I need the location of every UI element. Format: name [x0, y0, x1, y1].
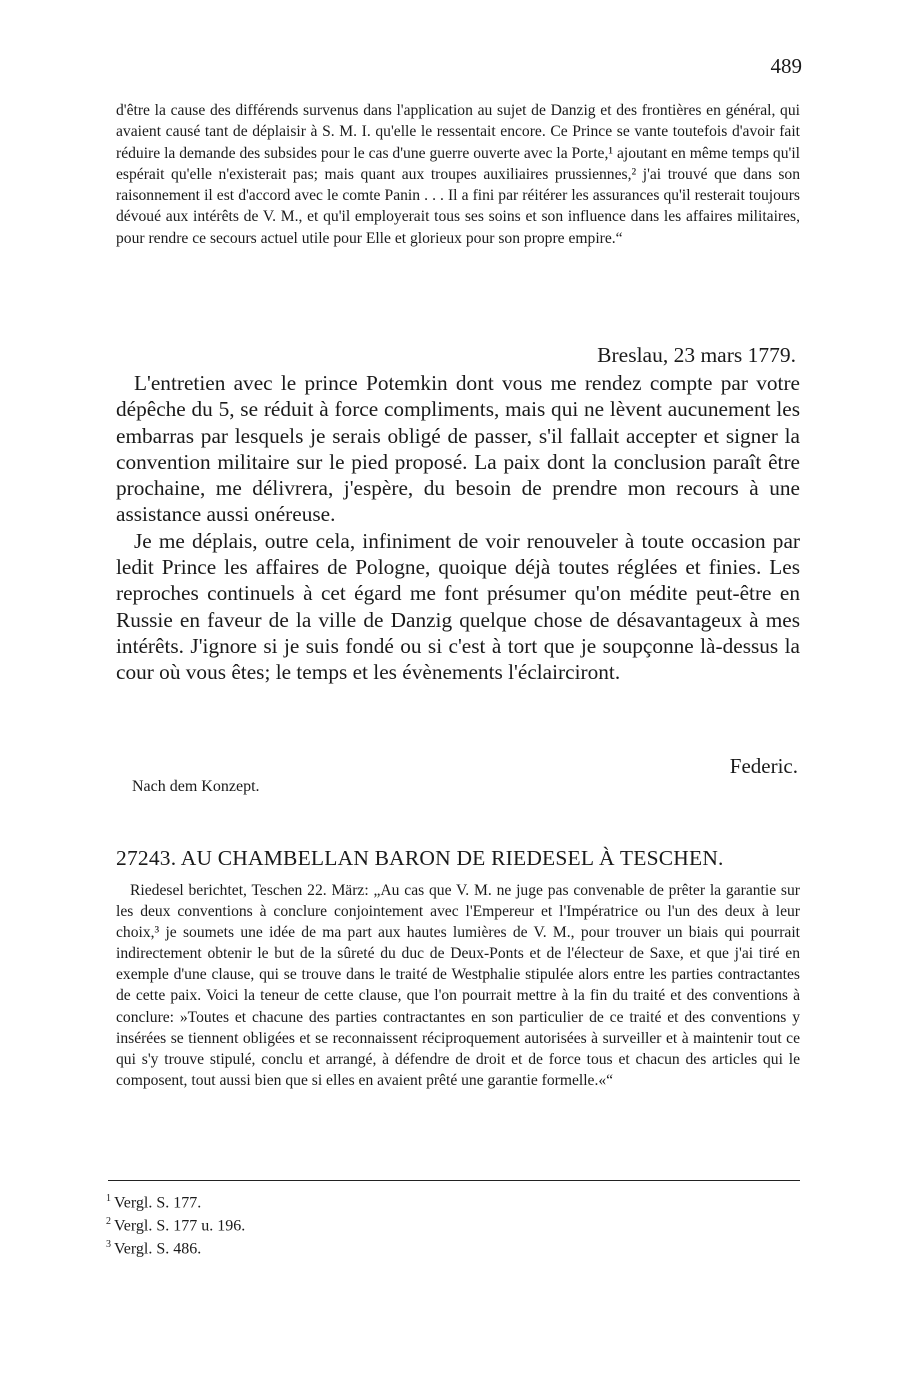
letter-body	[116, 370, 800, 686]
letter-paragraph-2: Je me déplais, outre cela, infiniment de voir renouveler à toute occasion par ledit Prince les affaires de Pologne, quoique déjà toutes réglées et finies. Les reproches continuels à cet égard me font présumer qu'on médite peut-être en Russie en faveur de la ville de Danzig quelque chose de désavantageux à mes intérêts. J'ignore si je suis fondé ou si c'est à tort que je soupçonne là-dessus la cour où vous êtes; le temps et les évènements l'éclairciront.	[116, 528, 800, 685]
footnote-text: Vergl. S. 177.	[114, 1194, 202, 1212]
footnote-mark: 2	[106, 1215, 111, 1227]
quote-paragraph: d'être la cause des différends survenus dans l'application au sujet de Danzig et des frontières en général, qui avaient causé tant de déplaisir à S. M. I. qu'elle le ressentait encore. Ce Prince se vante toutefois d'avoir fait réduire la demande des subsides pour le cas d'une guerre ouverte avec la Porte,¹ ajoutant en même temps qu'il espérait qu'elle n'existerait pas; mais quant aux troupes auxiliaires prussiennes,² j'ai trouvé que dans son raisonnement il est d'accord avec le comte Panin . . . Il a fini par réitérer les assurances qu'il resterait toujours dévoué aux intérêts de V. M., et qu'il employerait tous ses soins et son influence dans les affaires militaires, pour rendre ce secours actuel utile pour Elle et glorieux pour son propre empire.“	[116, 102, 800, 247]
footnote-rule	[108, 1180, 800, 1181]
footnote	[106, 1236, 245, 1259]
dateline: Breslau, 23 mars 1779.	[597, 343, 796, 367]
signature: Federic.	[729, 754, 798, 778]
quote-continuation	[116, 100, 800, 249]
footnote	[106, 1190, 245, 1213]
source-note: Nach dem Konzept.	[132, 778, 260, 795]
footnote-mark: 1	[106, 1193, 111, 1204]
report-paragraph: Riedesel berichtet, Teschen 22. März: „Au cas que V. M. ne juge pas convenable de prêter la garantie sur les deux conventions à conclure conjointement avec l'Empereur et l'Impératrice ou l'un des deux à leur choix,³ je soumets une idée de ma part aux hautes lumières de V. M., pour trouver un biais qui pourrait indirectement obtenir le but de la sûreté du duc de Deux-Ponts et de l'électeur de Saxe, et que j'ai tiré en exemple d'une clause, qui se trouve dans le traité de Westphalie stipulée alors entre les parties contractantes de cette paix. Voici la teneur de cette clause, que l'on pourrait mettre à la fin du traité et des conventions à conclure: »Toutes et chacune des parties contractantes en son particulier de ce traité et des conventions y insérées se tiennent obligées et se reconnaissent réciproquement autorisées à surveiller et à maintenir tout ce qui s'y trouve stipulé, conclu et arrangé, à défendre de droit et de force tous et chacun des articles qui le composent, tout aussi bien que si elles en avaient prêté une garantie formelle.«“	[116, 882, 800, 1089]
page-number: 489	[770, 54, 802, 78]
footnote	[106, 1213, 245, 1236]
section-heading: 27243. AU CHAMBELLAN BARON DE RIEDESEL À TESCHEN.	[116, 846, 724, 870]
footnote-mark: 3	[106, 1238, 111, 1250]
footnote-text: Vergl. S. 177 u. 196.	[114, 1217, 246, 1235]
footnotes	[106, 1190, 245, 1258]
report-block	[116, 880, 800, 1091]
letter-paragraph-1: L'entretien avec le prince Potemkin dont vous me rendez compte par votre dépêche du 5, se réduit à force compliments, mais qui ne lèvent aucunement les embarras par lesquels je serais obligé de passer, s'il fallait accepter et signer la convention militaire sur le pied proposé. La paix dont la conclusion paraît être prochaine, me délivrera, j'espère, du besoin de prendre mon recours à une assistance aussi onéreuse.	[116, 371, 800, 527]
footnote-text: Vergl. S. 486.	[114, 1239, 202, 1257]
